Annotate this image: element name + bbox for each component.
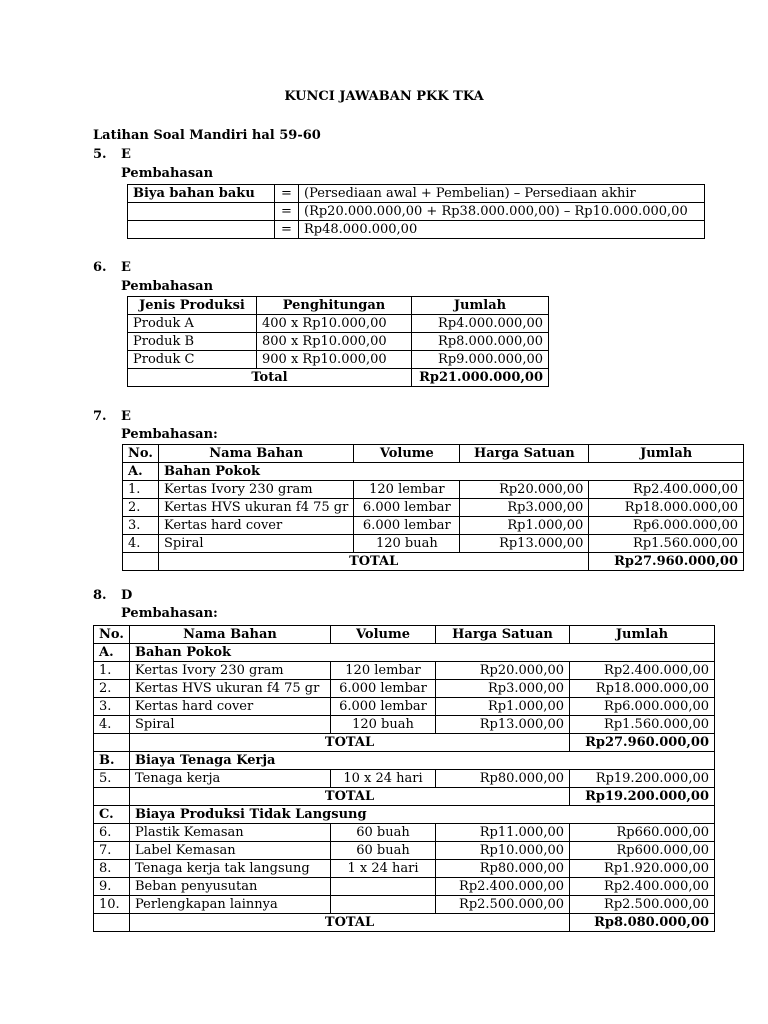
table-header-row — [128, 297, 549, 315]
calculation-cell: 900 x Rp10.000,00 — [257, 351, 412, 369]
total-label: Total — [128, 369, 412, 387]
volume-cell: 6.000 lembar — [354, 517, 460, 535]
section-row — [94, 752, 715, 770]
material-name: Beban penyusutan — [130, 878, 331, 896]
product-cell: Produk A — [128, 315, 257, 333]
material-name: Spiral — [159, 535, 354, 553]
unit-price-cell: Rp13.000,00 — [436, 716, 570, 734]
column-header: Harga Satuan — [436, 626, 570, 644]
total-label: TOTAL — [130, 914, 570, 932]
term-cell: Biya bahan baku — [128, 185, 275, 203]
q6-table — [127, 296, 549, 387]
volume-cell — [331, 896, 436, 914]
column-header: Jumlah — [589, 445, 744, 463]
column-header: Penghitungan — [257, 297, 412, 315]
row-number: 2. — [123, 499, 159, 517]
q8-answer: D — [121, 588, 133, 603]
row-number: 4. — [94, 716, 130, 734]
unit-price-cell: Rp2.400.000,00 — [436, 878, 570, 896]
total-value: Rp21.000.000,00 — [412, 369, 549, 387]
material-name: Label Kemasan — [130, 842, 331, 860]
material-name: Kertas HVS ukuran f4 75 gr — [159, 499, 354, 517]
volume-cell: 120 buah — [354, 535, 460, 553]
unit-price-cell: Rp13.000,00 — [460, 535, 589, 553]
total-label: TOTAL — [130, 788, 570, 806]
section-number: A. — [94, 644, 130, 662]
total-value: Rp19.200.000,00 — [570, 788, 715, 806]
row-number: 8. — [94, 860, 130, 878]
row-number: 1. — [94, 662, 130, 680]
row-number: 9. — [94, 878, 130, 896]
volume-cell: 10 x 24 hari — [331, 770, 436, 788]
total-row — [94, 734, 715, 752]
table-row — [94, 770, 715, 788]
column-header: Nama Bahan — [130, 626, 331, 644]
volume-cell: 60 buah — [331, 824, 436, 842]
table-row — [94, 680, 715, 698]
material-name: Kertas Ivory 230 gram — [159, 481, 354, 499]
unit-price-cell: Rp11.000,00 — [436, 824, 570, 842]
row-number: 5. — [94, 770, 130, 788]
row-number: 3. — [94, 698, 130, 716]
unit-price-cell: Rp20.000,00 — [460, 481, 589, 499]
row-number: 7. — [94, 842, 130, 860]
table-row — [94, 662, 715, 680]
column-header: Jumlah — [570, 626, 715, 644]
calculation-cell: 400 x Rp10.000,00 — [257, 315, 412, 333]
amount-cell: Rp2.500.000,00 — [570, 896, 715, 914]
subtitle: Latihan Soal Mandiri hal 59-60 — [93, 128, 321, 143]
amount-cell: Rp2.400.000,00 — [589, 481, 744, 499]
volume-cell: 6.000 lembar — [331, 698, 436, 716]
calculation-cell: 800 x Rp10.000,00 — [257, 333, 412, 351]
column-header: No. — [123, 445, 159, 463]
table-header-row — [123, 445, 744, 463]
table-row — [128, 333, 549, 351]
volume-cell: 1 x 24 hari — [331, 860, 436, 878]
table-row — [128, 185, 705, 203]
table-row — [94, 698, 715, 716]
table-row — [128, 221, 705, 239]
amount-cell: Rp6.000.000,00 — [570, 698, 715, 716]
table-row — [94, 896, 715, 914]
total-row — [94, 914, 715, 932]
unit-price-cell: Rp1.000,00 — [436, 698, 570, 716]
material-name: Spiral — [130, 716, 331, 734]
unit-price-cell: Rp3.000,00 — [436, 680, 570, 698]
q6-answer: E — [121, 260, 131, 275]
empty-cell — [123, 553, 159, 571]
column-header: Harga Satuan — [460, 445, 589, 463]
row-number: 10. — [94, 896, 130, 914]
total-label: TOTAL — [130, 734, 570, 752]
column-header: Jumlah — [412, 297, 549, 315]
column-header: Jenis Produksi — [128, 297, 257, 315]
equals-cell: = — [275, 203, 299, 221]
material-name: Tenaga kerja — [130, 770, 331, 788]
amount-cell: Rp600.000,00 — [570, 842, 715, 860]
formula-cell: (Rp20.000.000,00 + Rp38.000.000,00) – Rp10.000.000,00 — [299, 203, 705, 221]
material-name: Kertas hard cover — [130, 698, 331, 716]
q7-table — [122, 444, 744, 571]
q5-table — [127, 184, 705, 239]
section-row — [123, 463, 744, 481]
table-row — [128, 351, 549, 369]
total-value: Rp27.960.000,00 — [570, 734, 715, 752]
q8-table — [93, 625, 715, 932]
table-row — [94, 878, 715, 896]
section-row — [94, 644, 715, 662]
table-row — [128, 203, 705, 221]
amount-cell: Rp18.000.000,00 — [570, 680, 715, 698]
volume-cell: 120 buah — [331, 716, 436, 734]
empty-cell — [94, 788, 130, 806]
amount-cell: Rp660.000,00 — [570, 824, 715, 842]
q5-label: Pembahasan — [121, 166, 214, 181]
table-row — [94, 860, 715, 878]
table-row — [123, 499, 744, 517]
section-title: Bahan Pokok — [159, 463, 744, 481]
row-number: 4. — [123, 535, 159, 553]
q6-number: 6. — [93, 260, 107, 275]
unit-price-cell: Rp3.000,00 — [460, 499, 589, 517]
section-row — [94, 806, 715, 824]
empty-cell — [94, 914, 130, 932]
table-row — [123, 481, 744, 499]
page-title: KUNCI JAWABAN PKK TKA — [284, 89, 484, 104]
total-value: Rp27.960.000,00 — [589, 553, 744, 571]
empty-cell — [94, 734, 130, 752]
amount-cell: Rp2.400.000,00 — [570, 662, 715, 680]
volume-cell: 60 buah — [331, 842, 436, 860]
unit-price-cell: Rp80.000,00 — [436, 860, 570, 878]
total-row — [94, 788, 715, 806]
row-number: 1. — [123, 481, 159, 499]
table-row — [123, 517, 744, 535]
formula-cell: Rp48.000.000,00 — [299, 221, 705, 239]
volume-cell: 120 lembar — [354, 481, 460, 499]
q5-number: 5. — [93, 147, 107, 162]
volume-cell — [331, 878, 436, 896]
row-number: 2. — [94, 680, 130, 698]
section-number: C. — [94, 806, 130, 824]
q7-number: 7. — [93, 409, 107, 424]
column-header: Nama Bahan — [159, 445, 354, 463]
formula-cell: (Persediaan awal + Pembelian) – Persediaan akhir — [299, 185, 705, 203]
amount-cell: Rp8.000.000,00 — [412, 333, 549, 351]
equals-cell: = — [275, 185, 299, 203]
amount-cell: Rp1.560.000,00 — [570, 716, 715, 734]
section-number: B. — [94, 752, 130, 770]
material-name: Kertas HVS ukuran f4 75 gr — [130, 680, 331, 698]
material-name: Kertas Ivory 230 gram — [130, 662, 331, 680]
table-header-row — [94, 626, 715, 644]
equals-cell: = — [275, 221, 299, 239]
amount-cell: Rp4.000.000,00 — [412, 315, 549, 333]
material-name: Tenaga kerja tak langsung — [130, 860, 331, 878]
unit-price-cell: Rp1.000,00 — [460, 517, 589, 535]
amount-cell: Rp1.920.000,00 — [570, 860, 715, 878]
column-header: Volume — [331, 626, 436, 644]
section-title: Biaya Tenaga Kerja — [130, 752, 715, 770]
total-label: TOTAL — [159, 553, 589, 571]
total-row — [123, 553, 744, 571]
q8-label: Pembahasan: — [121, 606, 218, 621]
total-row — [128, 369, 549, 387]
row-number: 3. — [123, 517, 159, 535]
table-row — [128, 315, 549, 333]
amount-cell: Rp6.000.000,00 — [589, 517, 744, 535]
q7-label: Pembahasan: — [121, 427, 218, 442]
volume-cell: 6.000 lembar — [331, 680, 436, 698]
product-cell: Produk B — [128, 333, 257, 351]
unit-price-cell: Rp80.000,00 — [436, 770, 570, 788]
volume-cell: 6.000 lembar — [354, 499, 460, 517]
unit-price-cell: Rp2.500.000,00 — [436, 896, 570, 914]
total-value: Rp8.080.000,00 — [570, 914, 715, 932]
volume-cell: 120 lembar — [331, 662, 436, 680]
product-cell: Produk C — [128, 351, 257, 369]
amount-cell: Rp9.000.000,00 — [412, 351, 549, 369]
q6-label: Pembahasan — [121, 279, 214, 294]
table-row — [94, 716, 715, 734]
amount-cell: Rp19.200.000,00 — [570, 770, 715, 788]
material-name: Perlengkapan lainnya — [130, 896, 331, 914]
material-name: Plastik Kemasan — [130, 824, 331, 842]
term-cell — [128, 203, 275, 221]
q7-answer: E — [121, 409, 131, 424]
section-number: A. — [123, 463, 159, 481]
unit-price-cell: Rp10.000,00 — [436, 842, 570, 860]
section-title: Bahan Pokok — [130, 644, 715, 662]
unit-price-cell: Rp20.000,00 — [436, 662, 570, 680]
amount-cell: Rp2.400.000,00 — [570, 878, 715, 896]
row-number: 6. — [94, 824, 130, 842]
q5-answer: E — [121, 147, 131, 162]
term-cell — [128, 221, 275, 239]
amount-cell: Rp1.560.000,00 — [589, 535, 744, 553]
q8-number: 8. — [93, 588, 107, 603]
table-row — [94, 842, 715, 860]
column-header: Volume — [354, 445, 460, 463]
table-row — [123, 535, 744, 553]
material-name: Kertas hard cover — [159, 517, 354, 535]
column-header: No. — [94, 626, 130, 644]
section-title: Biaya Produksi Tidak Langsung — [130, 806, 715, 824]
amount-cell: Rp18.000.000,00 — [589, 499, 744, 517]
table-row — [94, 824, 715, 842]
